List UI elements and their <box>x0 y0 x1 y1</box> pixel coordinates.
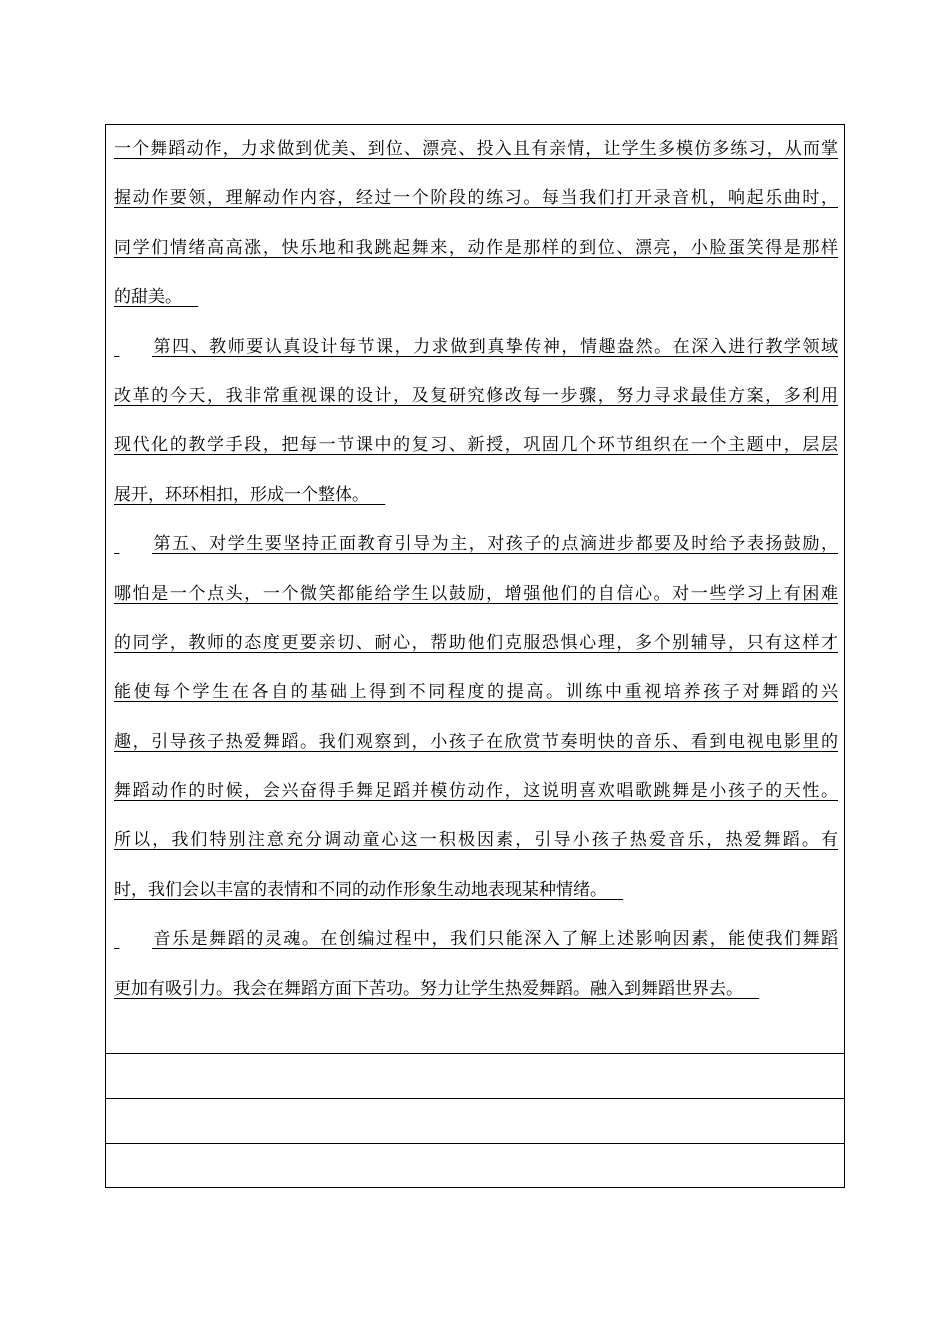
text-line-content: 第五、对学生要坚持正面教育引导为主，对孩子的点滴进步都要及时给予表扬鼓励， <box>152 534 838 555</box>
text-line <box>114 323 838 372</box>
document-table <box>105 124 845 1188</box>
underline-trail <box>607 866 623 915</box>
text-line <box>114 125 838 174</box>
text-line-content: 音乐是舞蹈的灵魂。在创编过程中，我们只能深入了解上述影响因素，能使我们舞蹈 <box>152 929 838 950</box>
paragraph-indent <box>114 520 152 569</box>
text-line <box>114 372 838 421</box>
text-line-content: 舞蹈动作的时候，会兴奋得手舞足蹈并模仿动作，这说明喜欢唱歌跳舞是小孩子的天性。 <box>114 781 838 802</box>
empty-table-row-1 <box>106 1053 844 1099</box>
text-line-content: 能使每个学生在各自的基础上得到不同程度的提高。训练中重视培养孩子对舞蹈的兴 <box>114 682 838 703</box>
empty-table-row-2 <box>106 1098 844 1144</box>
text-line <box>114 866 838 915</box>
text-line <box>114 619 838 668</box>
text-line-content: 所以，我们特别注意充分调动童心这一积极因素，引导小孩子热爱音乐，热爱舞蹈。有 <box>114 830 838 851</box>
text-line <box>114 471 838 520</box>
text-line <box>114 421 838 470</box>
text-line-content: 握动作要领，理解动作内容，经过一个阶段的练习。每当我们打开录音机，响起乐曲时， <box>114 188 838 209</box>
paragraph-indent <box>114 915 152 964</box>
text-line <box>114 224 838 273</box>
text-line <box>114 718 838 767</box>
text-line-content: 改革的今天，我非常重视课的设计，及复研究修改每一步骤，努力寻求最佳方案，多利用 <box>114 385 838 406</box>
underline-trail <box>743 965 759 1014</box>
text-line-content: 更加有吸引力。我会在舞蹈方面下苦功。努力让学生热爱舞蹈。融入到舞蹈世界去。 <box>114 978 743 999</box>
text-line-content: 一个舞蹈动作，力求做到优美、到位、漂亮、投入且有亲情，让学生多模仿多练习，从而掌 <box>114 139 838 159</box>
body-text <box>114 125 838 1014</box>
text-line-content: 展开，环环相扣，形成一个整体。 <box>114 484 369 505</box>
text-line <box>114 174 838 223</box>
text-line-content: 第四、教师要认真设计每节课，力求做到真挚传神，情趣盎然。在深入进行教学领域 <box>152 336 838 357</box>
text-line-content: 的同学，教师的态度更要亲切、耐心，帮助他们克服恐惧心理，多个别辅导，只有这样才 <box>114 632 838 653</box>
underline-trail <box>369 471 385 520</box>
text-line <box>114 570 838 619</box>
text-line <box>114 520 838 569</box>
text-line-content: 的甜美。 <box>114 287 182 308</box>
text-line <box>114 915 838 964</box>
text-line <box>114 767 838 816</box>
text-line <box>114 273 838 322</box>
underline-trail <box>182 273 198 322</box>
text-line <box>114 668 838 717</box>
text-line-content: 现代化的教学手段，把每一节课中的复习、新授，巩固几个环节组织在一个主题中，层层 <box>114 435 838 456</box>
text-line <box>114 816 838 865</box>
text-line-content: 哪怕是一个点头，一个微笑都能给学生以鼓励，增强他们的自信心。对一些学习上有困难 <box>114 583 838 604</box>
text-line-content: 趣，引导孩子热爱舞蹈。我们观察到，小孩子在欣赏节奏明快的音乐、看到电视电影里的 <box>114 731 838 752</box>
empty-table-row-3 <box>106 1143 844 1188</box>
text-line-content: 同学们情绪高高涨，快乐地和我跳起舞来，动作是那样的到位、漂亮，小脸蛋笑得是那样 <box>114 237 838 258</box>
text-line-content: 时，我们会以丰富的表情和不同的动作形象生动地表现某种情绪。 <box>114 879 607 900</box>
text-line <box>114 965 838 1014</box>
content-cell <box>106 125 844 1053</box>
paragraph-indent <box>114 323 152 372</box>
